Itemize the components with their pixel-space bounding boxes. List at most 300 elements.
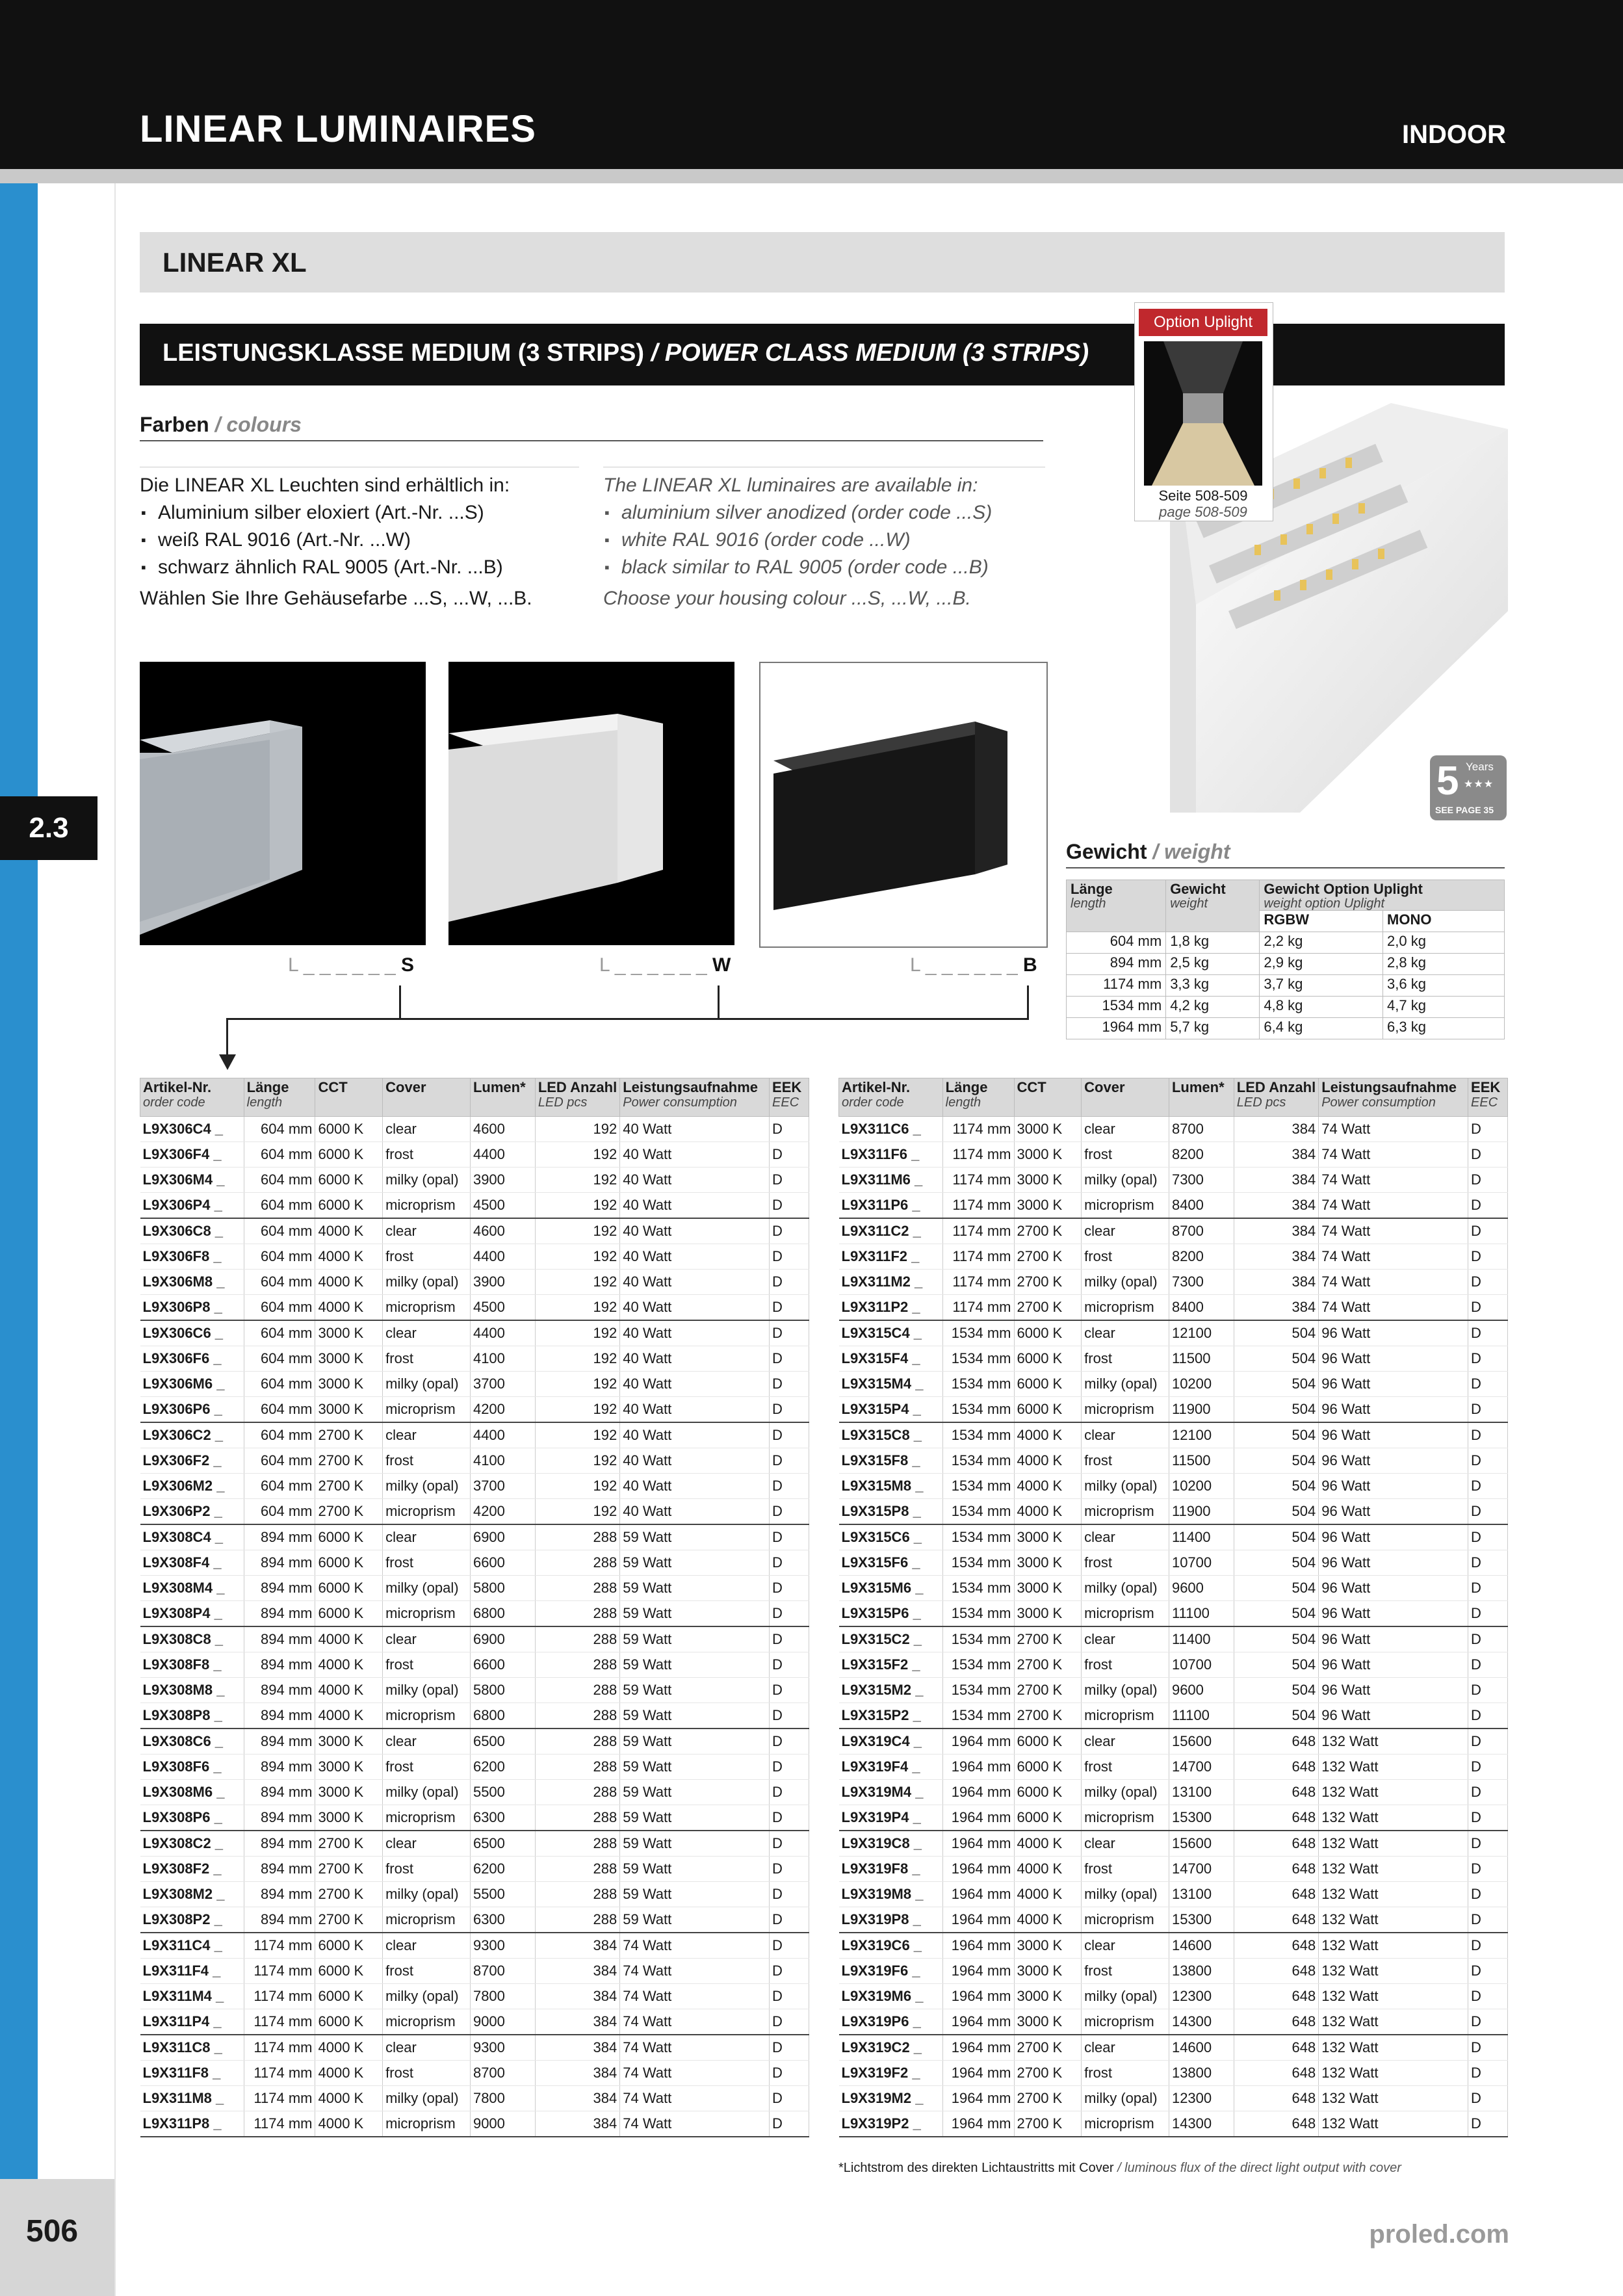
table-row [140,2086,809,2111]
uplight-image [1144,341,1262,486]
table-cell: D [770,2061,809,2086]
table-cell: 2,9 kg [1260,954,1383,975]
table-cell: D [770,1626,809,1652]
table-cell: 132 Watt [1319,1780,1468,1805]
table-cell: clear [1082,1626,1169,1652]
table-cell: 13100 [1169,1780,1234,1805]
header-stripe [0,169,1623,183]
table-cell: D [770,1907,809,1933]
table-cell: D [1468,1652,1508,1678]
table-cell: 7800 [470,1984,535,2009]
table-cell: 3000 K [1014,1524,1082,1550]
table-cell: 504 [1234,1320,1318,1346]
table-cell: frost [383,1142,471,1168]
table-cell: 604 mm [244,1372,315,1397]
table-cell: microprism [383,1703,471,1729]
table-cell: 1964 mm [942,2009,1014,2035]
table-cell: 1534 mm [1067,997,1166,1018]
warranty-years: Years [1466,761,1494,773]
table-cell: D [770,1857,809,1882]
table-cell: 4000 K [1014,1882,1082,1907]
header-en: LED pcs [1236,1095,1286,1110]
table-cell: 11500 [1169,1346,1234,1372]
header-de: Länge [1071,881,1113,897]
table-cell: 1174 mm [244,1933,315,1959]
table-cell: 6200 [470,1857,535,1882]
table-row [140,1320,809,1346]
table-cell: 504 [1234,1652,1318,1678]
table-cell: 40 Watt [620,1117,770,1142]
table-cell: microprism [383,1193,471,1219]
table-cell: 648 [1234,1959,1318,1984]
table-cell: 4000 K [315,1295,383,1321]
table-cell: L9X319F2 _ [839,2061,943,2086]
power-class-de: LEISTUNGSKLASSE MEDIUM (3 STRIPS) [162,339,645,367]
header-en: weight option Uplight [1264,896,1385,911]
table-cell: milky (opal) [383,1882,471,1907]
table-header [1234,1078,1318,1117]
table-cell: 96 Watt [1319,1346,1468,1372]
table-cell: 74 Watt [620,2061,770,2086]
table-cell: 40 Watt [620,1142,770,1168]
table-cell: D [1468,1142,1508,1168]
footnote-en: / luminous flux of the direct light output with cover [1117,2161,1401,2175]
table-cell: 648 [1234,1729,1318,1755]
table-cell: L9X311P8 _ [140,2111,244,2137]
table-cell: microprism [1082,1295,1169,1321]
table-cell: 96 Watt [1319,1422,1468,1448]
table-cell: 894 mm [244,1805,315,1831]
table-cell: D [770,1524,809,1550]
table-row [839,1907,1508,1933]
table-cell: 6600 [470,1652,535,1678]
product-rows [140,1117,809,2137]
table-cell: clear [383,1626,471,1652]
table-cell: 1,8 kg [1166,932,1260,954]
table-cell: L9X311M8 _ [140,2086,244,2111]
table-header-row [140,1078,809,1117]
table-cell: 59 Watt [620,1907,770,1933]
table-row [140,1270,809,1295]
table-cell: L9X311P2 _ [839,1295,943,1321]
table-cell: 8700 [1169,1117,1234,1142]
table-cell: 40 Watt [620,1168,770,1193]
section-badge: 2.3 [0,796,97,860]
table-cell: 2700 K [1014,2086,1082,2111]
table-cell: 132 Watt [1319,1933,1468,1959]
table-cell: 1534 mm [942,1397,1014,1423]
table-cell: 4000 K [315,1678,383,1703]
table-cell: 1534 mm [942,1678,1014,1703]
table-header [1067,880,1166,932]
table-cell: 894 mm [244,1882,315,1907]
table-cell: L9X306P6 _ [140,1397,244,1423]
header-en: length [945,1095,981,1110]
table-row [839,1550,1508,1576]
table-cell: 6000 K [315,1142,383,1168]
table-cell: 192 [535,1346,619,1372]
table-cell: L9X306M2 _ [140,1474,244,1499]
table-cell: 4000 K [315,2035,383,2061]
table-cell: 7300 [1169,1270,1234,1295]
table-cell: 59 Watt [620,1678,770,1703]
table-cell: 40 Watt [620,1397,770,1423]
table-cell: 6000 K [1014,1805,1082,1831]
table-cell: 96 Watt [1319,1576,1468,1601]
table-cell: microprism [1082,1907,1169,1933]
list-item: ▪ black similar to RAL 9005 (order code ...B) [621,554,1045,581]
table-cell: 504 [1234,1346,1318,1372]
table-cell: L9X319M4 _ [839,1780,943,1805]
table-cell: 132 Watt [1319,1755,1468,1780]
table-cell: L9X311C2 _ [839,1218,943,1244]
table-cell: frost [383,1755,471,1780]
colours-list-de [140,499,575,581]
table-cell: D [1468,2061,1508,2086]
table-cell: 14700 [1169,1755,1234,1780]
table-cell: D [1468,2111,1508,2137]
table-row [839,2061,1508,2086]
table-cell: 59 Watt [620,1550,770,1576]
table-cell: 3000 K [1014,1550,1082,1576]
table-cell: 288 [535,1907,619,1933]
table-cell: 4000 K [1014,1831,1082,1857]
header-de: LED Anzahl [1236,1079,1316,1095]
table-cell: 6000 K [1014,1729,1082,1755]
table-row [839,1576,1508,1601]
table-cell: clear [383,1933,471,1959]
table-cell: D [770,1959,809,1984]
table-cell: 3700 [470,1372,535,1397]
table-cell: 6,4 kg [1260,1018,1383,1039]
table-cell: 11900 [1169,1397,1234,1423]
table-cell: 3000 K [315,1780,383,1805]
table-cell: L9X308M6 _ [140,1780,244,1805]
subheader-bar [140,232,1505,293]
table-cell: 604 mm [244,1117,315,1142]
table-cell: microprism [383,2111,471,2137]
table-cell: 11400 [1169,1626,1234,1652]
table-cell: 40 Watt [620,1372,770,1397]
arrow-down-icon [219,1054,236,1071]
table-cell: 1964 mm [942,1857,1014,1882]
table-cell: 132 Watt [1319,2009,1468,2035]
table-cell: 604 mm [244,1218,315,1244]
weight-heading-en: / weight [1152,840,1230,863]
table-row [839,1626,1508,1652]
table-cell: D [770,1805,809,1831]
table-cell: D [1468,1755,1508,1780]
table-row [839,1346,1508,1372]
table-cell: 3000 K [315,1729,383,1755]
table-header [620,1078,770,1117]
code-prefix: L _ _ _ _ _ _ [910,954,1024,976]
table-cell: 1174 mm [244,2009,315,2035]
table-cell: L9X306F2 _ [140,1448,244,1474]
table-cell: 604 mm [244,1474,315,1499]
table-cell: 648 [1234,2086,1318,2111]
table-cell: 74 Watt [1319,1193,1468,1219]
table-cell: D [1468,1984,1508,2009]
table-cell: 894 mm [244,1550,315,1576]
table-cell: 1964 mm [942,2061,1014,2086]
table-cell: frost [1082,1448,1169,1474]
table-cell: 96 Watt [1319,1678,1468,1703]
table-cell: 132 Watt [1319,2035,1468,2061]
left-margin [38,183,114,2179]
table-cell: 2700 K [1014,1218,1082,1244]
header-de: Lumen* [473,1079,526,1095]
table-cell: 2,2 kg [1260,932,1383,954]
table-cell: 384 [1234,1193,1318,1219]
table-cell: clear [1082,2035,1169,2061]
table-cell: 74 Watt [620,2009,770,2035]
table-row [839,1397,1508,1423]
table-cell: D [1468,1448,1508,1474]
table-cell: D [1468,1831,1508,1857]
table-cell: 6500 [470,1831,535,1857]
table-row [1067,1018,1505,1039]
code-letter: B [1023,954,1037,976]
table-row [140,1831,809,1857]
table-cell: L9X308F8 _ [140,1652,244,1678]
table-cell: L9X315C2 _ [839,1626,943,1652]
table-cell: 6000 K [315,1550,383,1576]
colours-list-en [603,499,1045,581]
colours-outro-de: Wählen Sie Ihre Gehäusefarbe ...S, ...W, ...B. [140,588,532,609]
table-cell: 4000 K [1014,1474,1082,1499]
table-cell: 1964 mm [942,2111,1014,2137]
table-cell: 6000 K [315,1959,383,1984]
table-cell: 894 mm [244,1703,315,1729]
table-cell: frost [383,1959,471,1984]
table-cell: D [1468,1320,1508,1346]
table-cell: milky (opal) [383,1678,471,1703]
table-cell: D [770,1117,809,1142]
table-cell: 40 Watt [620,1474,770,1499]
table-row [140,1295,809,1321]
table-cell: L9X308P8 _ [140,1703,244,1729]
table-cell: frost [1082,1346,1169,1372]
table-cell: 74 Watt [1319,1270,1468,1295]
table-cell: D [770,1601,809,1627]
table-cell: 96 Watt [1319,1474,1468,1499]
product-rows [839,1117,1508,2137]
table-cell: 288 [535,1729,619,1755]
weight-table [1066,880,1505,1039]
table-cell: frost [1082,1959,1169,1984]
table-cell: 96 Watt [1319,1652,1468,1678]
table-cell: 9300 [470,2035,535,2061]
table-cell: 2700 K [315,1474,383,1499]
table-row [839,1448,1508,1474]
table-cell: 96 Watt [1319,1320,1468,1346]
code-letter: W [712,954,731,976]
table-cell: 59 Watt [620,1805,770,1831]
table-cell: 40 Watt [620,1422,770,1448]
header-de: Cover [1084,1079,1125,1095]
connector-line [226,1018,228,1057]
table-cell: 1964 mm [942,2035,1014,2061]
table-cell: 1174 mm [942,1117,1014,1142]
weight-heading [1066,840,1230,864]
table-cell: 11100 [1169,1601,1234,1627]
table-row [839,2111,1508,2137]
table-cell: L9X306F4 _ [140,1142,244,1168]
table-cell: D [1468,1882,1508,1907]
table-cell: D [1468,1601,1508,1627]
table-cell: milky (opal) [1082,1168,1169,1193]
table-cell: L9X308M4 _ [140,1576,244,1601]
header-de: LED Anzahl [538,1079,617,1095]
table-cell: 1534 mm [942,1422,1014,1448]
table-cell: D [1468,1729,1508,1755]
table-cell: 9600 [1169,1576,1234,1601]
header-en: order code [143,1095,205,1110]
header-de: Leistungsaufnahme [623,1079,759,1095]
table-cell: 8200 [1169,1244,1234,1270]
table-cell: 4000 K [315,2111,383,2137]
table-cell: L9X319C2 _ [839,2035,943,2061]
uplight-page: page 508-509 [1159,504,1247,520]
table-cell: milky (opal) [1082,1372,1169,1397]
table-cell: D [770,1218,809,1244]
table-cell: 894 mm [244,1576,315,1601]
table-header [470,1078,535,1117]
table-row [839,1601,1508,1627]
table-cell: 1964 mm [942,1933,1014,1959]
table-cell: D [770,1933,809,1959]
table-cell: 11500 [1169,1448,1234,1474]
table-cell: 3000 K [315,1805,383,1831]
table-cell: 59 Watt [620,1729,770,1755]
table-cell: D [1468,1780,1508,1805]
table-cell: 4400 [470,1320,535,1346]
table-cell: clear [1082,1933,1169,1959]
table-row [839,1780,1508,1805]
table-cell: L9X308C6 _ [140,1729,244,1755]
table-row [140,1524,809,1550]
table-cell: D [1468,2086,1508,2111]
table-cell: 504 [1234,1550,1318,1576]
table-header [1260,880,1505,911]
table-cell: 10700 [1169,1652,1234,1678]
table-cell: 12300 [1169,1984,1234,2009]
table-cell: 504 [1234,1448,1318,1474]
table-cell: 4000 K [1014,1857,1082,1882]
weight-heading-de: Gewicht [1066,840,1147,863]
header-de: Artikel-Nr. [143,1079,212,1095]
table-cell: 6,3 kg [1383,1018,1505,1039]
table-row [140,1601,809,1627]
table-cell: D [1468,1117,1508,1142]
table-header: RGBW [1260,911,1383,932]
table-cell: 2700 K [1014,1270,1082,1295]
table-cell: 648 [1234,1907,1318,1933]
table-cell: 11900 [1169,1499,1234,1525]
table-cell: 3900 [470,1270,535,1295]
uplight-seite: Seite 508-509 [1158,488,1248,504]
table-cell: 288 [535,1703,619,1729]
connector-line [1027,985,1029,1019]
table-cell: 40 Watt [620,1448,770,1474]
table-cell: L9X306M4 _ [140,1168,244,1193]
table-cell: 384 [535,2111,619,2137]
table-cell: milky (opal) [383,1372,471,1397]
table-header-row [839,1078,1508,1117]
table-cell: 12300 [1169,2086,1234,2111]
table-cell: D [1468,1857,1508,1882]
table-cell: L9X319C4 _ [839,1729,943,1755]
table-cell: D [1468,1295,1508,1321]
table-cell: 504 [1234,1422,1318,1448]
table-cell: L9X308F2 _ [140,1857,244,1882]
table-cell: L9X306P4 _ [140,1193,244,1219]
table-row [839,1244,1508,1270]
table-cell: 192 [535,1474,619,1499]
table-cell: milky (opal) [1082,1780,1169,1805]
weight-rule [1066,867,1505,868]
table-cell: milky (opal) [1082,1984,1169,2009]
table-cell: 1964 mm [942,1729,1014,1755]
table-cell: 3000 K [1014,1576,1082,1601]
table-cell: 1534 mm [942,1652,1014,1678]
table-cell: 1964 mm [942,1831,1014,1857]
table-cell: 96 Watt [1319,1448,1468,1474]
table-cell: 192 [535,1499,619,1525]
website: proled.com [1369,2220,1509,2249]
table-cell: 40 Watt [620,1218,770,1244]
table-cell: 1964 mm [942,1882,1014,1907]
colour-code-w [599,954,731,976]
table-cell: 604 mm [244,1295,315,1321]
warranty-badge [1430,755,1507,820]
table-cell: L9X306C8 _ [140,1218,244,1244]
table-cell: clear [383,2035,471,2061]
table-cell: 14300 [1169,2009,1234,2035]
table-cell: milky (opal) [383,1474,471,1499]
table-cell: 1174 mm [942,1168,1014,1193]
table-cell: D [1468,1524,1508,1550]
table-cell: microprism [1082,1193,1169,1219]
table-cell: 74 Watt [1319,1218,1468,1244]
table-cell: 8700 [1169,1218,1234,1244]
table-row [140,2061,809,2086]
table-cell: L9X306M8 _ [140,1270,244,1295]
table-row [839,1422,1508,1448]
table-row [140,1244,809,1270]
table-cell: 74 Watt [1319,1142,1468,1168]
table-header [839,1078,943,1117]
table-cell: 6900 [470,1524,535,1550]
product-table-left [140,1078,809,2137]
table-cell: frost [1082,1857,1169,1882]
table-cell: L9X315F6 _ [839,1550,943,1576]
table-cell: clear [383,1218,471,1244]
table-cell: 1174 mm [942,1244,1014,1270]
table-cell: L9X308C8 _ [140,1626,244,1652]
table-cell: L9X311M2 _ [839,1270,943,1295]
table-cell: 1534 mm [942,1320,1014,1346]
table-cell: D [1468,1550,1508,1576]
table-cell: 192 [535,1117,619,1142]
table-cell: 4000 K [1014,1499,1082,1525]
header-en: EEC [1471,1095,1498,1110]
table-cell: microprism [1082,1601,1169,1627]
table-cell: 4,8 kg [1260,997,1383,1018]
table-cell: frost [1082,1142,1169,1168]
table-cell: L9X306F8 _ [140,1244,244,1270]
